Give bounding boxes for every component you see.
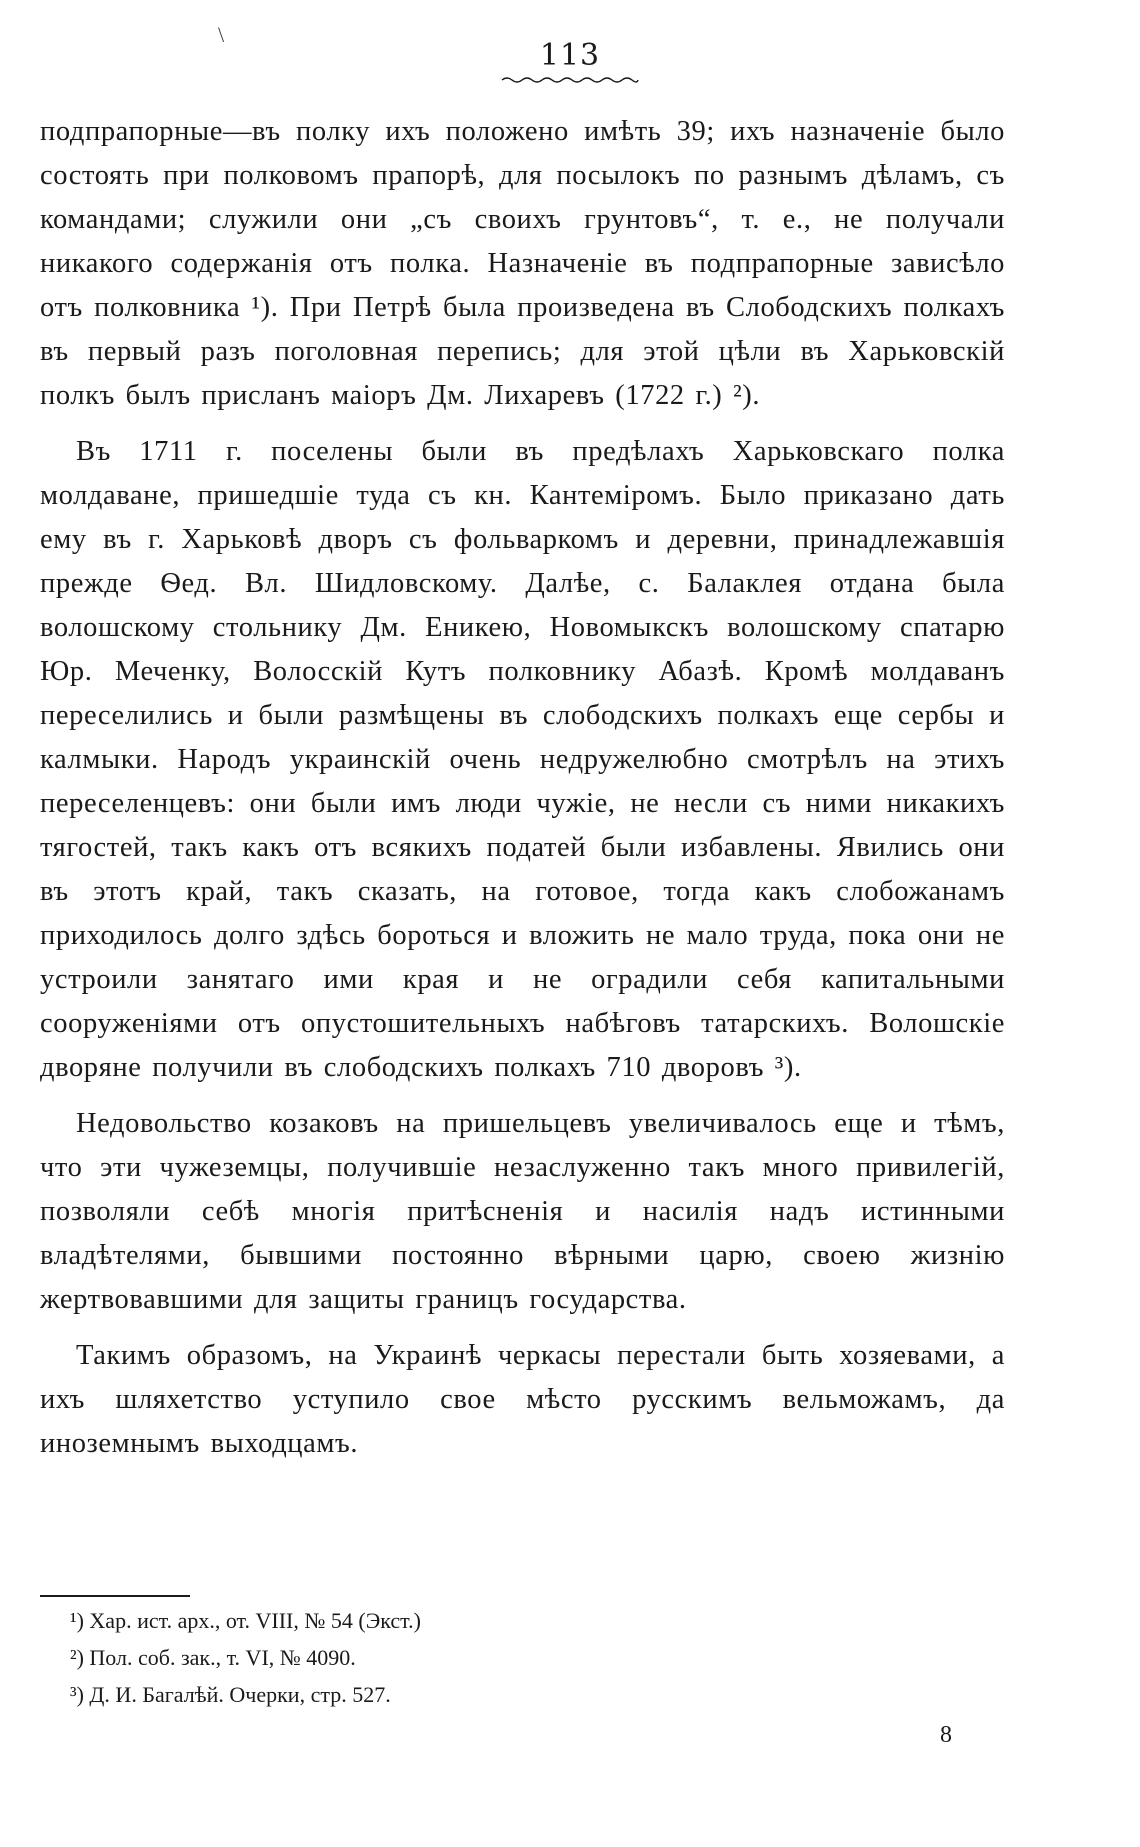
paragraph-4: Такимъ образомъ, на Украинѣ черкасы перестали быть хозяевами, а ихъ шляхетство уступило свое мѣсто русскимъ вельможамъ, да иноземнымъ выходцамъ. (40, 1340, 1005, 1459)
footnote-3: ³) Д. И. Багалѣй. Очерки, стр. 527. (70, 1682, 391, 1707)
footnote-2: ²) Пол. соб. зак., т. VI, № 4090. (70, 1645, 356, 1670)
page-number-wavy-underline (500, 75, 640, 85)
body-text (40, 110, 1005, 1466)
page-number-text: 113 (539, 38, 601, 73)
paragraph-3: Недовольство козаковъ на пришельцевъ увеличивалось еще и тѣмъ, что эти чужеземцы, получившіе незаслуженно такъ много привилегій, позволяли себѣ многія притѣсненія и насилія надъ истинными владѣтелями, бывшими постоянно вѣрными царю, своею жизнію жертвовавшими для защиты границъ государства. (40, 1108, 1005, 1315)
footnotes (70, 1602, 770, 1713)
signature-mark: 8 (940, 1722, 952, 1748)
paragraph-1: подпрапорные—въ полку ихъ положено имѣть 39; ихъ назначеніе было состоять при полковомъ прапорѣ, для посылокъ по разнымъ дѣламъ, съ командами; служили они „съ своихъ грунтовъ“, т. е., не получали никакого содержанія отъ полка. Назначеніе въ подпрапорные зависѣло отъ полковника ¹). При Петрѣ была произведена въ Слободскихъ полкахъ въ первый разъ поголовная перепись; для этой цѣли въ Харьковскій полкъ былъ присланъ маіоръ Дм. Лихаревъ (1722 г.) ²). (40, 116, 1005, 411)
footnote-1: ¹) Хар. ист. арх., от. VIII, № 54 (Экст.) (70, 1608, 421, 1633)
paragraph-2: Въ 1711 г. поселены были въ предѣлахъ Харьковскаго полка молдаване, пришедшіе туда съ кн. Кантеміромъ. Было приказано дать ему въ г. Харьковѣ дворъ съ фольваркомъ и деревни, принадлежавшія прежде Ѳед. Вл. Шидловскому. Далѣе, с. Балаклея отдана была волошскому стольнику Дм. Еникею, Новомыкскъ волошскому спатарю Юр. Меченку, Волосскій Кутъ полковнику Абазѣ. Кромѣ молдаванъ переселились и были размѣщены въ слободскихъ полкахъ еще сербы и калмыки. Народъ украинскій очень недружелюбно смотрѣлъ на этихъ переселенцевъ: они были имъ люди чужіе, не несли съ ними никакихъ тягостей, такъ какъ отъ всякихъ податей были избавлены. Явились они въ этотъ край, такъ сказать, на готовое, тогда какъ слобожанамъ приходилось долго здѣсь бороться и вложить не мало труда, пока они не устроили занятаго ими края и не оградили себя капитальными сооруженіями отъ опустошительныхъ набѣговъ татарскихъ. Волошскіе дворяне получили въ слободскихъ полкахъ 710 дворовъ ³). (40, 436, 1005, 1083)
footnote-separator (40, 1595, 190, 1597)
stray-mark: \ (218, 22, 225, 47)
page-number (0, 38, 1140, 85)
